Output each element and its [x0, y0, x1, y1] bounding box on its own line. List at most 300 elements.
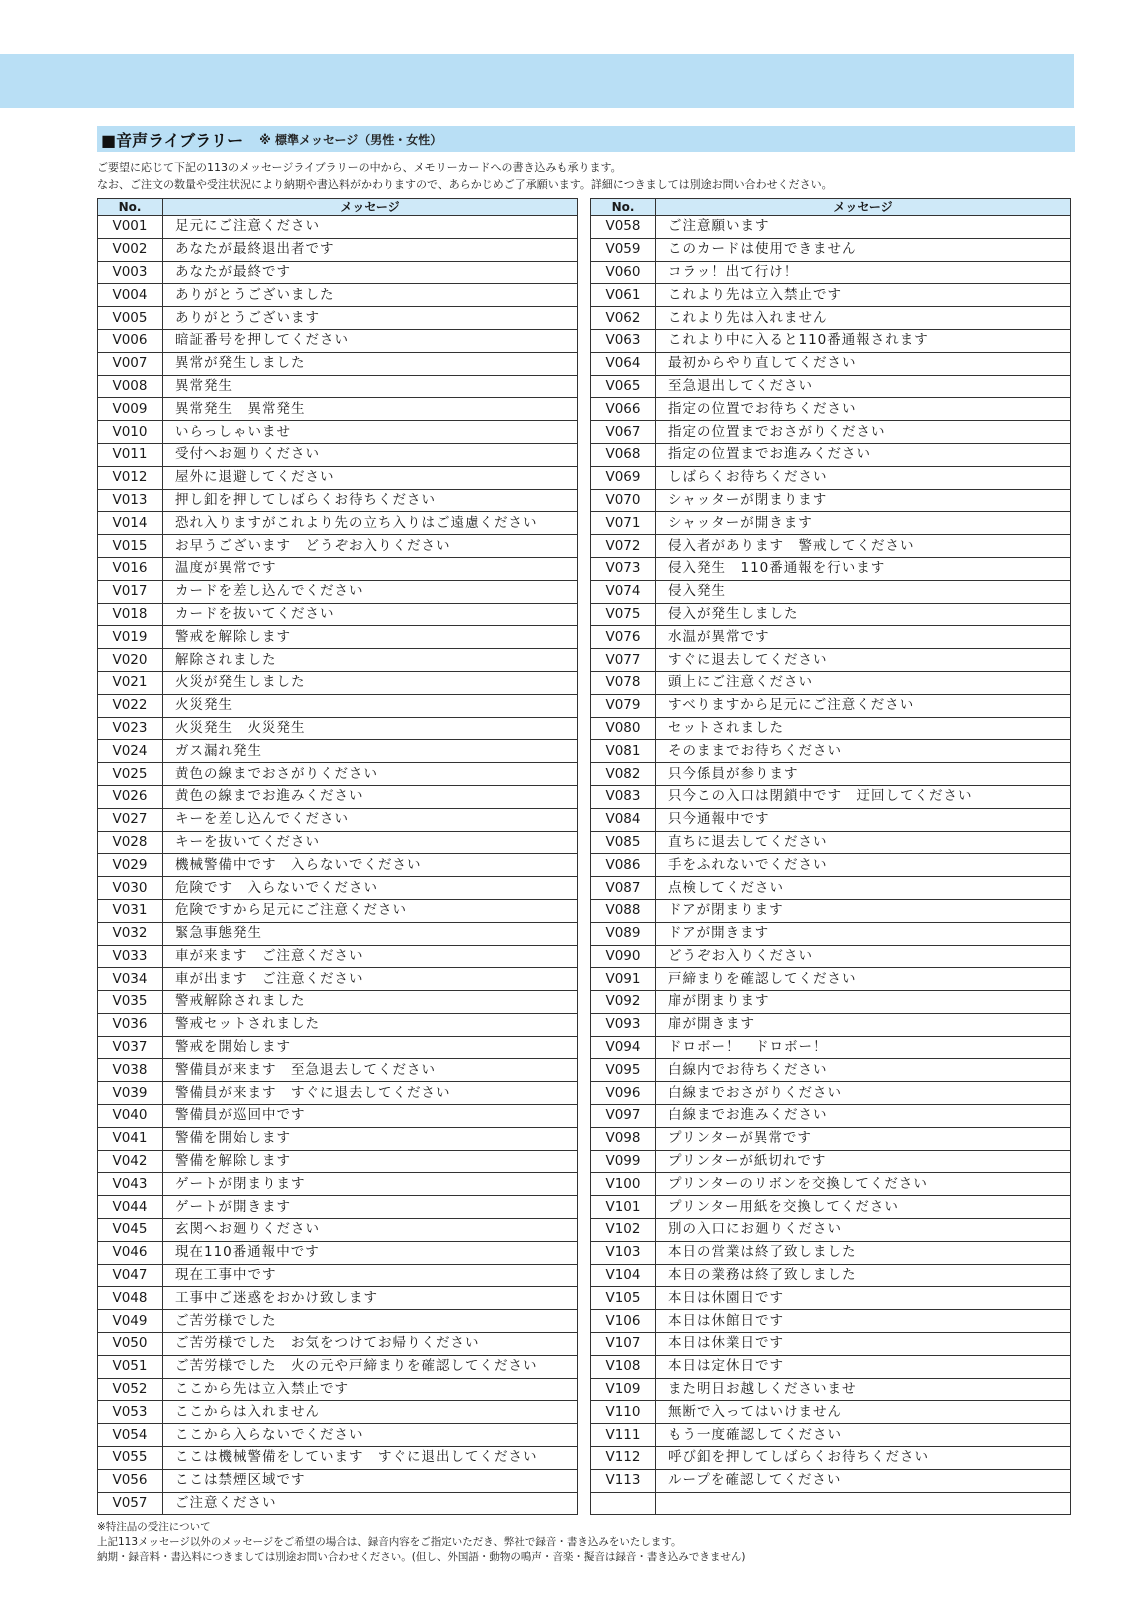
message-text: ご苦労様でした — [163, 1310, 578, 1333]
table-row — [591, 808, 1071, 831]
table-row — [591, 1105, 1071, 1128]
table-row — [98, 1310, 578, 1333]
message-number: V061 — [591, 284, 656, 307]
message-number: V029 — [98, 854, 163, 877]
table-row — [98, 1036, 578, 1059]
table-row — [591, 1264, 1071, 1287]
table-row — [591, 375, 1071, 398]
message-text: 受付へお廻りください — [163, 443, 578, 466]
message-text: これより中に入ると110番通報されます — [656, 329, 1071, 352]
message-number: V093 — [591, 1013, 656, 1036]
message-text: 本日は定休日です — [656, 1355, 1071, 1378]
message-number: V042 — [98, 1150, 163, 1173]
message-number: V020 — [98, 649, 163, 672]
message-text: 指定の位置までお進みください — [656, 443, 1071, 466]
message-number: V085 — [591, 831, 656, 854]
message-number: V013 — [98, 489, 163, 512]
table-row — [98, 1469, 578, 1492]
message-number: V104 — [591, 1264, 656, 1287]
table-row — [591, 626, 1071, 649]
table-row — [98, 1013, 578, 1036]
message-text: 機械警備中です 入らないでください — [163, 854, 578, 877]
message-text: 侵入発生 — [656, 580, 1071, 603]
message-number: V070 — [591, 489, 656, 512]
table-row — [98, 1082, 578, 1105]
message-number: V035 — [98, 991, 163, 1014]
message-number: V028 — [98, 831, 163, 854]
message-text: 侵入発生 110番通報を行います — [656, 557, 1071, 580]
message-number: V052 — [98, 1378, 163, 1401]
table-row — [591, 1059, 1071, 1082]
table-row — [98, 1219, 578, 1242]
message-text: ここは禁煙区域です — [163, 1469, 578, 1492]
message-text — [656, 1492, 1071, 1515]
table-row — [591, 1013, 1071, 1036]
message-text: ありがとうございました — [163, 284, 578, 307]
message-number: V111 — [591, 1424, 656, 1447]
message-text: ドロボー！ ドロボー！ — [656, 1036, 1071, 1059]
section-title-bar — [97, 126, 1075, 152]
column-header-no: No. — [591, 199, 656, 216]
message-number: V058 — [591, 216, 656, 239]
table-row — [98, 922, 578, 945]
table-row — [591, 1378, 1071, 1401]
table-row — [591, 1127, 1071, 1150]
message-number: V043 — [98, 1173, 163, 1196]
message-text: カードを差し込んでください — [163, 580, 578, 603]
message-text: ドアが開きます — [656, 922, 1071, 945]
message-number: V107 — [591, 1333, 656, 1356]
message-text: 暗証番号を押してください — [163, 329, 578, 352]
message-number: V079 — [591, 694, 656, 717]
table-row — [98, 1333, 578, 1356]
message-text: 恐れ入りますがこれより先の立ち入りはご遠慮ください — [163, 512, 578, 535]
message-number: V078 — [591, 671, 656, 694]
message-text: あなたが最終です — [163, 261, 578, 284]
table-row — [591, 421, 1071, 444]
message-number: V065 — [591, 375, 656, 398]
footnote-line: 納期・録音料・書込料につきましては別途お問い合わせください。(但し、外国語・動物の鳴声・音楽・擬音は録音・書き込みできません) — [97, 1551, 746, 1563]
table-row — [591, 854, 1071, 877]
table-row — [98, 740, 578, 763]
message-number: V025 — [98, 763, 163, 786]
message-text: 危険ですから足元にご注意ください — [163, 899, 578, 922]
message-number: V040 — [98, 1105, 163, 1128]
message-number: V057 — [98, 1492, 163, 1515]
message-number: V039 — [98, 1082, 163, 1105]
message-number: V010 — [98, 421, 163, 444]
table-row — [591, 694, 1071, 717]
table-row — [98, 352, 578, 375]
message-text: 屋外に退避してください — [163, 466, 578, 489]
message-number: V007 — [98, 352, 163, 375]
message-text: プリンターが紙切れです — [656, 1150, 1071, 1173]
message-text: 扉が閉まります — [656, 991, 1071, 1014]
message-number: V110 — [591, 1401, 656, 1424]
message-text: しばらくお待ちください — [656, 466, 1071, 489]
message-text: ここは機械警備をしています すぐに退出してください — [163, 1447, 578, 1470]
message-number: V003 — [98, 261, 163, 284]
message-number: V049 — [98, 1310, 163, 1333]
message-text: ここから入らないでください — [163, 1424, 578, 1447]
message-number: V037 — [98, 1036, 163, 1059]
message-text: すぐに退去してください — [656, 649, 1071, 672]
message-text: 呼び釦を押してしばらくお待ちください — [656, 1447, 1071, 1470]
table-row — [98, 375, 578, 398]
message-number: V059 — [591, 238, 656, 261]
message-text: 水温が異常です — [656, 626, 1071, 649]
message-number: V023 — [98, 717, 163, 740]
message-text: プリンター用紙を交換してください — [656, 1196, 1071, 1219]
message-number: V016 — [98, 557, 163, 580]
table-row — [591, 1492, 1071, 1515]
message-text: 玄関へお廻りください — [163, 1219, 578, 1242]
table-row — [98, 466, 578, 489]
table-row — [98, 535, 578, 558]
message-text: 危険です 入らないでください — [163, 877, 578, 900]
message-text: いらっしゃいませ — [163, 421, 578, 444]
message-text: セットされました — [656, 717, 1071, 740]
message-text: ループを確認してください — [656, 1469, 1071, 1492]
message-text: 警戒を解除します — [163, 626, 578, 649]
message-text: 頭上にご注意ください — [656, 671, 1071, 694]
column-header-message: メッセージ — [656, 199, 1071, 216]
table-row — [591, 603, 1071, 626]
table-row — [591, 352, 1071, 375]
table-row — [98, 284, 578, 307]
message-number: V106 — [591, 1310, 656, 1333]
message-text: ご注意願います — [656, 216, 1071, 239]
table-row — [591, 1310, 1071, 1333]
table-row — [98, 968, 578, 991]
message-number: V021 — [98, 671, 163, 694]
column-header-message: メッセージ — [163, 199, 578, 216]
table-row — [591, 557, 1071, 580]
table-row — [591, 877, 1071, 900]
table-row — [591, 763, 1071, 786]
message-number: V060 — [591, 261, 656, 284]
message-number: V032 — [98, 922, 163, 945]
table-row — [591, 740, 1071, 763]
message-text: また明日お越しくださいませ — [656, 1378, 1071, 1401]
table-row — [591, 968, 1071, 991]
table-row — [98, 1355, 578, 1378]
table-row — [98, 671, 578, 694]
message-number: V034 — [98, 968, 163, 991]
message-number: V014 — [98, 512, 163, 535]
message-number: V100 — [591, 1173, 656, 1196]
table-row — [98, 1173, 578, 1196]
table-row — [591, 899, 1071, 922]
message-number: V045 — [98, 1219, 163, 1242]
table-row — [98, 261, 578, 284]
message-text: シャッターが開きます — [656, 512, 1071, 535]
table-row — [591, 512, 1071, 535]
message-text: プリンターのリボンを交換してください — [656, 1173, 1071, 1196]
table-row — [591, 831, 1071, 854]
intro-line: ご要望に応じて下記の113のメッセージライブラリーの中から、メモリーカードへの書き込みも承ります。 — [97, 161, 622, 174]
message-text: 温度が異常です — [163, 557, 578, 580]
message-number: V081 — [591, 740, 656, 763]
message-number: V038 — [98, 1059, 163, 1082]
message-text: ゲートが開きます — [163, 1196, 578, 1219]
message-text: 只今通報中です — [656, 808, 1071, 831]
message-number: V077 — [591, 649, 656, 672]
page-subtitle: ※ 標準メッセージ（男性・女性） — [259, 132, 443, 147]
table-row — [591, 535, 1071, 558]
message-number: V074 — [591, 580, 656, 603]
table-row — [591, 1241, 1071, 1264]
message-text: コラッ！出て行け！ — [656, 261, 1071, 284]
message-number: V066 — [591, 398, 656, 421]
message-text: 最初からやり直してください — [656, 352, 1071, 375]
table-row — [591, 785, 1071, 808]
message-number: V006 — [98, 329, 163, 352]
table-row — [591, 466, 1071, 489]
message-text: 侵入者があります 警戒してください — [656, 535, 1071, 558]
message-text: 解除されました — [163, 649, 578, 672]
table-row — [98, 1059, 578, 1082]
message-number: V017 — [98, 580, 163, 603]
table-row — [98, 1241, 578, 1264]
table-row — [98, 808, 578, 831]
table-row — [591, 671, 1071, 694]
message-text: シャッターが閉まります — [656, 489, 1071, 512]
message-text: 警戒セットされました — [163, 1013, 578, 1036]
message-number: V108 — [591, 1355, 656, 1378]
message-number: V101 — [591, 1196, 656, 1219]
message-number: V002 — [98, 238, 163, 261]
table-row — [98, 307, 578, 330]
message-text: 本日は休館日です — [656, 1310, 1071, 1333]
message-text: 直ちに退去してください — [656, 831, 1071, 854]
message-table-right — [590, 198, 1071, 1515]
table-row — [98, 1447, 578, 1470]
table-row — [98, 580, 578, 603]
table-row — [98, 216, 578, 239]
message-text: ご注意ください — [163, 1492, 578, 1515]
message-text: ご苦労様でした 火の元や戸締まりを確認してください — [163, 1355, 578, 1378]
message-number: V030 — [98, 877, 163, 900]
table-row — [98, 421, 578, 444]
message-text: 警備員が巡回中です — [163, 1105, 578, 1128]
message-number: V096 — [591, 1082, 656, 1105]
message-text: カードを抜いてください — [163, 603, 578, 626]
table-row — [98, 398, 578, 421]
message-number: V012 — [98, 466, 163, 489]
table-row — [98, 603, 578, 626]
message-text: 本日は休園日です — [656, 1287, 1071, 1310]
message-number: V001 — [98, 216, 163, 239]
message-number: V033 — [98, 945, 163, 968]
table-row — [98, 443, 578, 466]
message-text: 本日の営業は終了致しました — [656, 1241, 1071, 1264]
message-number: V011 — [98, 443, 163, 466]
message-number: V022 — [98, 694, 163, 717]
message-text: 車が出ます ご注意ください — [163, 968, 578, 991]
table-row — [591, 443, 1071, 466]
table-row — [591, 216, 1071, 239]
message-text: ゲートが閉まります — [163, 1173, 578, 1196]
table-row — [98, 1378, 578, 1401]
table-row — [591, 945, 1071, 968]
footnotes — [97, 1520, 745, 1565]
message-number: V062 — [591, 307, 656, 330]
message-text: 戸締まりを確認してください — [656, 968, 1071, 991]
message-text: 緊急事態発生 — [163, 922, 578, 945]
message-number: V080 — [591, 717, 656, 740]
message-number: V005 — [98, 307, 163, 330]
message-number: V112 — [591, 1447, 656, 1470]
table-row — [98, 1424, 578, 1447]
page-title: ■音声ライブラリー — [101, 130, 244, 150]
message-text: 本日の業務は終了致しました — [656, 1264, 1071, 1287]
table-row — [591, 261, 1071, 284]
message-number: V051 — [98, 1355, 163, 1378]
top-decorative-band — [0, 54, 1074, 108]
message-number: V076 — [591, 626, 656, 649]
table-row — [591, 1173, 1071, 1196]
message-text: 扉が開きます — [656, 1013, 1071, 1036]
table-row — [98, 877, 578, 900]
message-number: V047 — [98, 1264, 163, 1287]
message-text: どうぞお入りください — [656, 945, 1071, 968]
table-row — [98, 785, 578, 808]
table-row — [591, 922, 1071, 945]
intro-line: なお、ご注文の数量や受注状況により納期や書込料がかわりますので、あらかじめご了承願います。詳細につきましては別途お問い合わせください。 — [97, 178, 833, 191]
message-number: V026 — [98, 785, 163, 808]
message-number: V099 — [591, 1150, 656, 1173]
table-row — [98, 854, 578, 877]
message-text: 侵入が発生しました — [656, 603, 1071, 626]
message-text: 警備員が来ます 至急退去してください — [163, 1059, 578, 1082]
table-row — [591, 1196, 1071, 1219]
message-number: V083 — [591, 785, 656, 808]
message-number: V091 — [591, 968, 656, 991]
footnote-line: 上記113メッセージ以外のメッセージをご希望の場合は、録音内容をご指定いただき、弊社で録音・書き込みをいたします。 — [97, 1536, 682, 1548]
table-row — [591, 329, 1071, 352]
message-number: V063 — [591, 329, 656, 352]
intro-text — [97, 159, 833, 193]
message-number: V048 — [98, 1287, 163, 1310]
message-number: V004 — [98, 284, 163, 307]
message-text: 黄色の線までおさがりください — [163, 763, 578, 786]
message-number: V056 — [98, 1469, 163, 1492]
message-text: 異常が発生しました — [163, 352, 578, 375]
message-text: ありがとうございます — [163, 307, 578, 330]
message-text: 白線までお進みください — [656, 1105, 1071, 1128]
table-row — [98, 626, 578, 649]
message-text: 黄色の線までお進みください — [163, 785, 578, 808]
message-text: 無断で入ってはいけません — [656, 1401, 1071, 1424]
table-row — [98, 945, 578, 968]
message-table-left — [97, 198, 578, 1515]
table-row — [98, 557, 578, 580]
message-number: V041 — [98, 1127, 163, 1150]
message-text: 現在工事中です — [163, 1264, 578, 1287]
message-number: V109 — [591, 1378, 656, 1401]
table-row — [591, 1401, 1071, 1424]
message-text: 警備を開始します — [163, 1127, 578, 1150]
message-text: キーを抜いてください — [163, 831, 578, 854]
message-number: V097 — [591, 1105, 656, 1128]
table-row — [591, 398, 1071, 421]
message-text: 指定の位置までおさがりください — [656, 421, 1071, 444]
table-row — [98, 1287, 578, 1310]
message-number: V068 — [591, 443, 656, 466]
message-number: V089 — [591, 922, 656, 945]
message-text: ここから先は立入禁止です — [163, 1378, 578, 1401]
table-row — [98, 899, 578, 922]
table-row — [591, 991, 1071, 1014]
message-text: 只今係員が参ります — [656, 763, 1071, 786]
table-row — [98, 763, 578, 786]
table-row — [98, 512, 578, 535]
table-row — [591, 580, 1071, 603]
message-text: そのままでお待ちください — [656, 740, 1071, 763]
table-row — [98, 238, 578, 261]
message-text: 異常発生 — [163, 375, 578, 398]
message-number: V050 — [98, 1333, 163, 1356]
table-row — [98, 1150, 578, 1173]
table-header-row — [591, 199, 1071, 216]
table-row — [591, 1333, 1071, 1356]
message-number: V073 — [591, 557, 656, 580]
message-text: これより先は入れません — [656, 307, 1071, 330]
message-text: プリンターが異常です — [656, 1127, 1071, 1150]
message-text: 警戒解除されました — [163, 991, 578, 1014]
message-text: 火災発生 火災発生 — [163, 717, 578, 740]
table-header-row — [98, 199, 578, 216]
message-number: V036 — [98, 1013, 163, 1036]
message-text: 火災発生 — [163, 694, 578, 717]
message-text: もう一度確認してください — [656, 1424, 1071, 1447]
message-number: V088 — [591, 899, 656, 922]
table-row — [591, 489, 1071, 512]
table-row — [591, 1150, 1071, 1173]
table-row — [98, 991, 578, 1014]
table-row — [98, 1127, 578, 1150]
table-row — [591, 649, 1071, 672]
message-number: V069 — [591, 466, 656, 489]
message-text: 別の入口にお廻りください — [656, 1219, 1071, 1242]
message-number: V046 — [98, 1241, 163, 1264]
table-row — [591, 1447, 1071, 1470]
message-text: 指定の位置でお待ちください — [656, 398, 1071, 421]
message-number: V031 — [98, 899, 163, 922]
message-number: V094 — [591, 1036, 656, 1059]
message-number: V064 — [591, 352, 656, 375]
message-text: ガス漏れ発生 — [163, 740, 578, 763]
message-text: 警戒を開始します — [163, 1036, 578, 1059]
message-text: 警備を解除します — [163, 1150, 578, 1173]
table-row — [98, 1264, 578, 1287]
message-text: お早うございます どうぞお入りください — [163, 535, 578, 558]
table-row — [591, 284, 1071, 307]
message-number: V053 — [98, 1401, 163, 1424]
message-number: V071 — [591, 512, 656, 535]
message-number: V044 — [98, 1196, 163, 1219]
message-text: 足元にご注意ください — [163, 216, 578, 239]
message-number: V027 — [98, 808, 163, 831]
message-number: V055 — [98, 1447, 163, 1470]
message-number: V103 — [591, 1241, 656, 1264]
message-number: V024 — [98, 740, 163, 763]
message-text: 警備員が来ます すぐに退去してください — [163, 1082, 578, 1105]
table-row — [98, 1401, 578, 1424]
message-text: キーを差し込んでください — [163, 808, 578, 831]
message-text: このカードは使用できません — [656, 238, 1071, 261]
